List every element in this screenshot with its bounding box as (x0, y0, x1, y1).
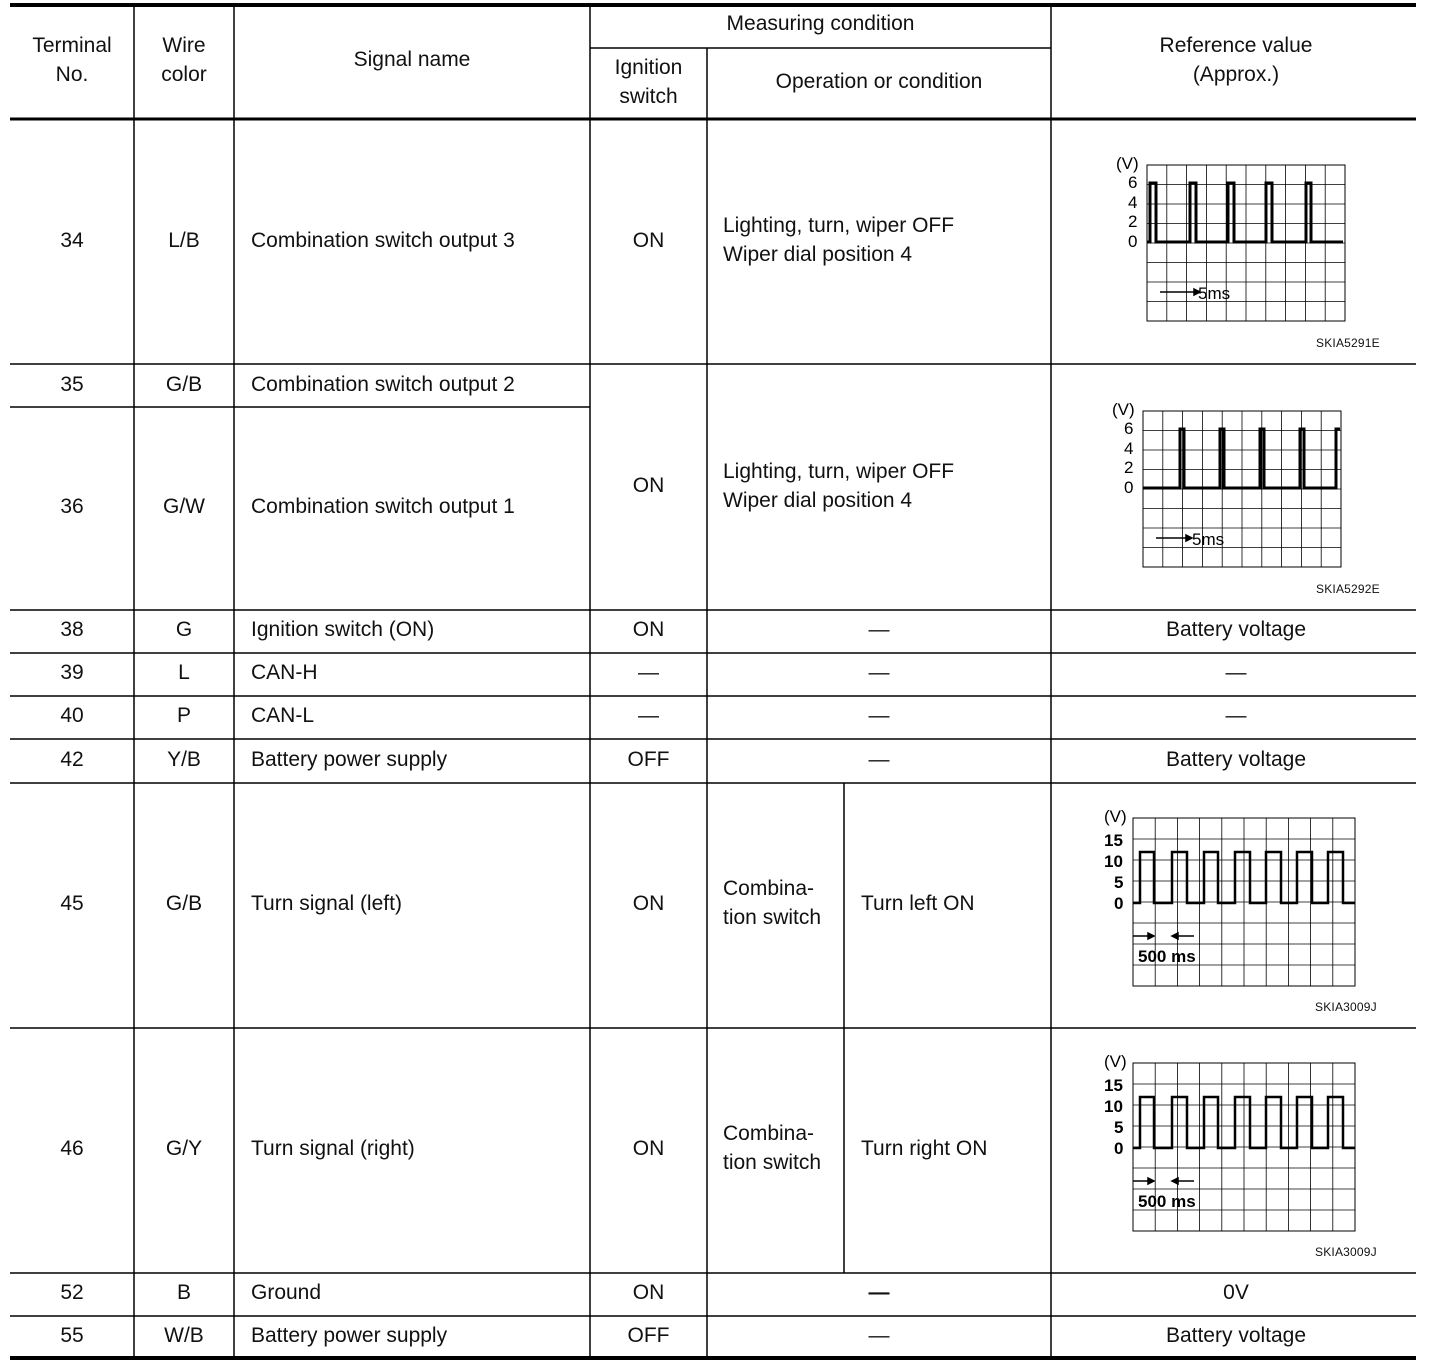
y-tick: 5 (1114, 873, 1124, 892)
waveform-trace-34 (1147, 183, 1343, 242)
waveform-unit-45: (V) (1104, 807, 1127, 826)
condition-35-36: Lighting, turn, wiper OFF Wiper dial position 4 (723, 460, 955, 512)
signal-name-46: Turn signal (right) (251, 1137, 415, 1160)
signal-name-42: Battery power supply (251, 748, 448, 771)
signal-name-36: Combination switch output 1 (251, 495, 515, 518)
y-tick: 0 (1124, 478, 1134, 497)
time-label-46: 500 ms (1138, 1192, 1196, 1211)
signal-name-38: Ignition switch (ON) (251, 618, 435, 641)
figure-caption-35-36: SKIA5292E (1316, 582, 1380, 596)
wire-color-40: P (176, 704, 191, 727)
time-marker (1156, 535, 1192, 541)
y-tick: 4 (1128, 193, 1138, 212)
terminal-42: 42 (60, 748, 84, 771)
terminal-55: 55 (60, 1324, 84, 1347)
wire-color-39: L (178, 661, 190, 684)
wire-color-42: Y/B (167, 748, 201, 771)
ignition-45: ON (632, 892, 665, 915)
terminal-40: 40 (60, 704, 84, 727)
reference-42: Battery voltage (1165, 748, 1307, 771)
header-measuring-condition: Measuring condition (726, 12, 915, 35)
terminal-45: 45 (60, 892, 84, 915)
ignition-55: OFF (627, 1324, 670, 1347)
time-marker (1160, 289, 1200, 295)
terminal-36: 36 (60, 495, 84, 518)
condition-52: — (868, 1281, 890, 1304)
condition-45: Turn left ON (861, 892, 975, 915)
wire-color-46: G/Y (165, 1137, 203, 1160)
header-terminal-no: Terminal No. (32, 34, 112, 86)
time-label-45: 500 ms (1138, 947, 1196, 966)
y-tick: 10 (1104, 1097, 1123, 1116)
signal-name-45: Turn signal (left) (251, 892, 402, 915)
reference-38: Battery voltage (1165, 618, 1307, 641)
ignition-39: — (638, 661, 659, 684)
terminal-52: 52 (60, 1281, 84, 1304)
y-tick: 4 (1124, 439, 1134, 458)
condition-42: — (868, 748, 890, 771)
y-tick: 6 (1124, 419, 1134, 438)
y-tick: 0 (1128, 232, 1138, 251)
wire-color-38: G (175, 618, 193, 641)
waveform-trace-35-36 (1143, 429, 1340, 488)
condition-39: — (868, 661, 890, 684)
terminal-34: 34 (60, 229, 84, 252)
y-tick: 10 (1104, 852, 1123, 871)
condition-38: — (868, 618, 890, 641)
signal-name-34: Combination switch output 3 (251, 229, 515, 252)
ignition-40: — (638, 704, 659, 727)
figure-caption-46: SKIA3009J (1315, 1245, 1377, 1259)
header-operation-or-condition: Operation or condition (775, 70, 983, 93)
y-tick: 15 (1104, 831, 1123, 850)
terminal-38: 38 (60, 618, 84, 641)
signal-name-52: Ground (251, 1281, 322, 1304)
y-tick: 0 (1114, 1139, 1124, 1158)
reference-55: Battery voltage (1165, 1324, 1307, 1347)
wire-color-35: G/B (165, 373, 203, 396)
wire-color-36: G/W (163, 495, 205, 518)
y-tick: 2 (1128, 212, 1138, 231)
condition-55: — (868, 1324, 890, 1347)
reference-40: — (1225, 704, 1247, 727)
signal-name-55: Battery power supply (251, 1324, 448, 1347)
waveform-chart-34 (1110, 150, 1360, 330)
y-tick: 0 (1114, 894, 1124, 913)
wire-color-45: G/B (165, 892, 203, 915)
condition-device-46: Combina- tion switch (723, 1122, 822, 1174)
terminal-35: 35 (60, 373, 84, 396)
reference-39: — (1225, 661, 1247, 684)
header-signal-name: Signal name (353, 48, 471, 71)
terminal-39: 39 (60, 661, 84, 684)
header-reference-value: Reference value (Approx.) (1159, 34, 1313, 86)
condition-34: Lighting, turn, wiper OFF Wiper dial position 4 (723, 214, 955, 266)
waveform-unit-46: (V) (1104, 1052, 1127, 1071)
wire-color-34: L/B (168, 229, 200, 252)
waveform-chart-46 (1098, 1047, 1368, 1237)
terminal-46: 46 (60, 1137, 84, 1160)
ignition-52: ON (632, 1281, 665, 1304)
signal-name-35: Combination switch output 2 (251, 373, 515, 396)
waveform-unit-35-36: (V) (1112, 400, 1135, 419)
time-marker (1133, 933, 1194, 939)
condition-device-45: Combina- tion switch (723, 877, 822, 929)
wire-color-52: B (176, 1281, 191, 1304)
time-label-35-36: 5ms (1192, 530, 1225, 549)
header-ignition-switch: Ignition switch (614, 56, 683, 108)
ignition-46: ON (632, 1137, 665, 1160)
signal-name-39: CAN-H (251, 661, 318, 684)
waveform-chart-45 (1098, 802, 1368, 992)
signal-name-40: CAN-L (251, 704, 315, 727)
waveform-unit-34: (V) (1116, 154, 1139, 173)
figure-caption-45: SKIA3009J (1315, 1000, 1377, 1014)
ignition-34: ON (632, 229, 665, 252)
waveform-chart-35-36 (1106, 396, 1356, 576)
reference-52: 0V (1223, 1281, 1249, 1304)
y-tick: 6 (1128, 173, 1138, 192)
y-tick: 15 (1104, 1076, 1123, 1095)
figure-caption-34: SKIA5291E (1316, 336, 1380, 350)
ignition-35-36: ON (632, 474, 665, 497)
time-marker (1133, 1178, 1194, 1184)
time-label-34: 5ms (1198, 284, 1231, 303)
ignition-42: OFF (627, 748, 670, 771)
condition-46: Turn right ON (861, 1137, 988, 1160)
ignition-38: ON (632, 618, 665, 641)
y-tick: 5 (1114, 1118, 1124, 1137)
wire-color-55: W/B (164, 1324, 204, 1347)
y-tick: 2 (1124, 458, 1134, 477)
condition-40: — (868, 704, 890, 727)
header-wire-color: Wire color (161, 34, 207, 86)
